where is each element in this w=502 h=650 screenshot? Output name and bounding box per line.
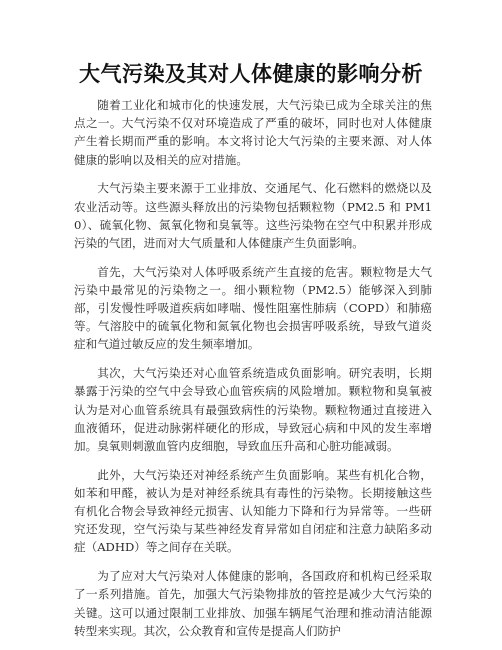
paragraph: 首先，大气污染对人体呼吸系统产生直接的危害。颗粒物是大气污染中最常见的污染物之一。细小颗粒物（PM2.5）能够深入到肺部，引发慢性呼吸道疾病如哮喘、慢性阻塞性肺病（COPD）和肺癌等。气溶胶中的硫氧化物和氮氧化物也会损害呼吸系统，导致气道炎症和气道过敏反应的发生频率增加。 xyxy=(74,264,432,352)
paragraph: 其次，大气污染还对心血管系统造成负面影响。研究表明，长期暴露于污染的空气中会导致心血管疾病的风险增加。颗粒物和臭氧被认为是对心血管系统具有最强致病性的污染物。颗粒物通过直接进入血液循环，促进动脉粥样硬化的形成，导致冠心病和中风的发生率增加。臭氧则刺激血管内皮细胞，导致血压升高和心脏功能减弱。 xyxy=(74,366,432,453)
paragraph: 为了应对大气污染对人体健康的影响，各国政府和机构已经采取了一系列措施。首先，加强大气污染物排放的管控是减少大气污染的关键。这可以通过限制工业排放、加强车辆尾气治理和推动清洁能源转型来实现。其次，公众教育和宣传是提高人们防护 xyxy=(74,569,432,638)
paragraph: 大气污染主要来源于工业排放、交通尾气、化石燃料的燃烧以及农业活动等。这些源头释放出的污染物包括颗粒物（PM2.5 和 PM10）、硫氧化物、氮氧化物和臭氧等。这些污染物在空气中积累并形成污染的气团，进而对大气质量和人体健康产生负面影响。 xyxy=(74,181,432,250)
document-title: 大气污染及其对人体健康的影响分析 xyxy=(79,62,423,86)
paragraph: 此外，大气污染还对神经系统产生负面影响。某些有机化合物，如苯和甲醛，被认为是对神经系统具有毒性的污染物。长期接触这些有机化合物会导致神经元损害、认知能力下降和行为异常等。一些研究还发现，空气污染与某些神经发育异常如自闭症和注意力缺陷多动症（ADHD）等之间存在关联。 xyxy=(74,467,432,555)
paragraph: 随着工业化和城市化的快速发展，大气污染已成为全球关注的焦点之一。大气污染不仅对环境造成了严重的破坏，同时也对人体健康产生着长期而严重的影响。本文将讨论大气污染的主要来源、对人体健康的影响以及相关的应对措施。 xyxy=(74,98,432,167)
document-body xyxy=(74,96,432,650)
